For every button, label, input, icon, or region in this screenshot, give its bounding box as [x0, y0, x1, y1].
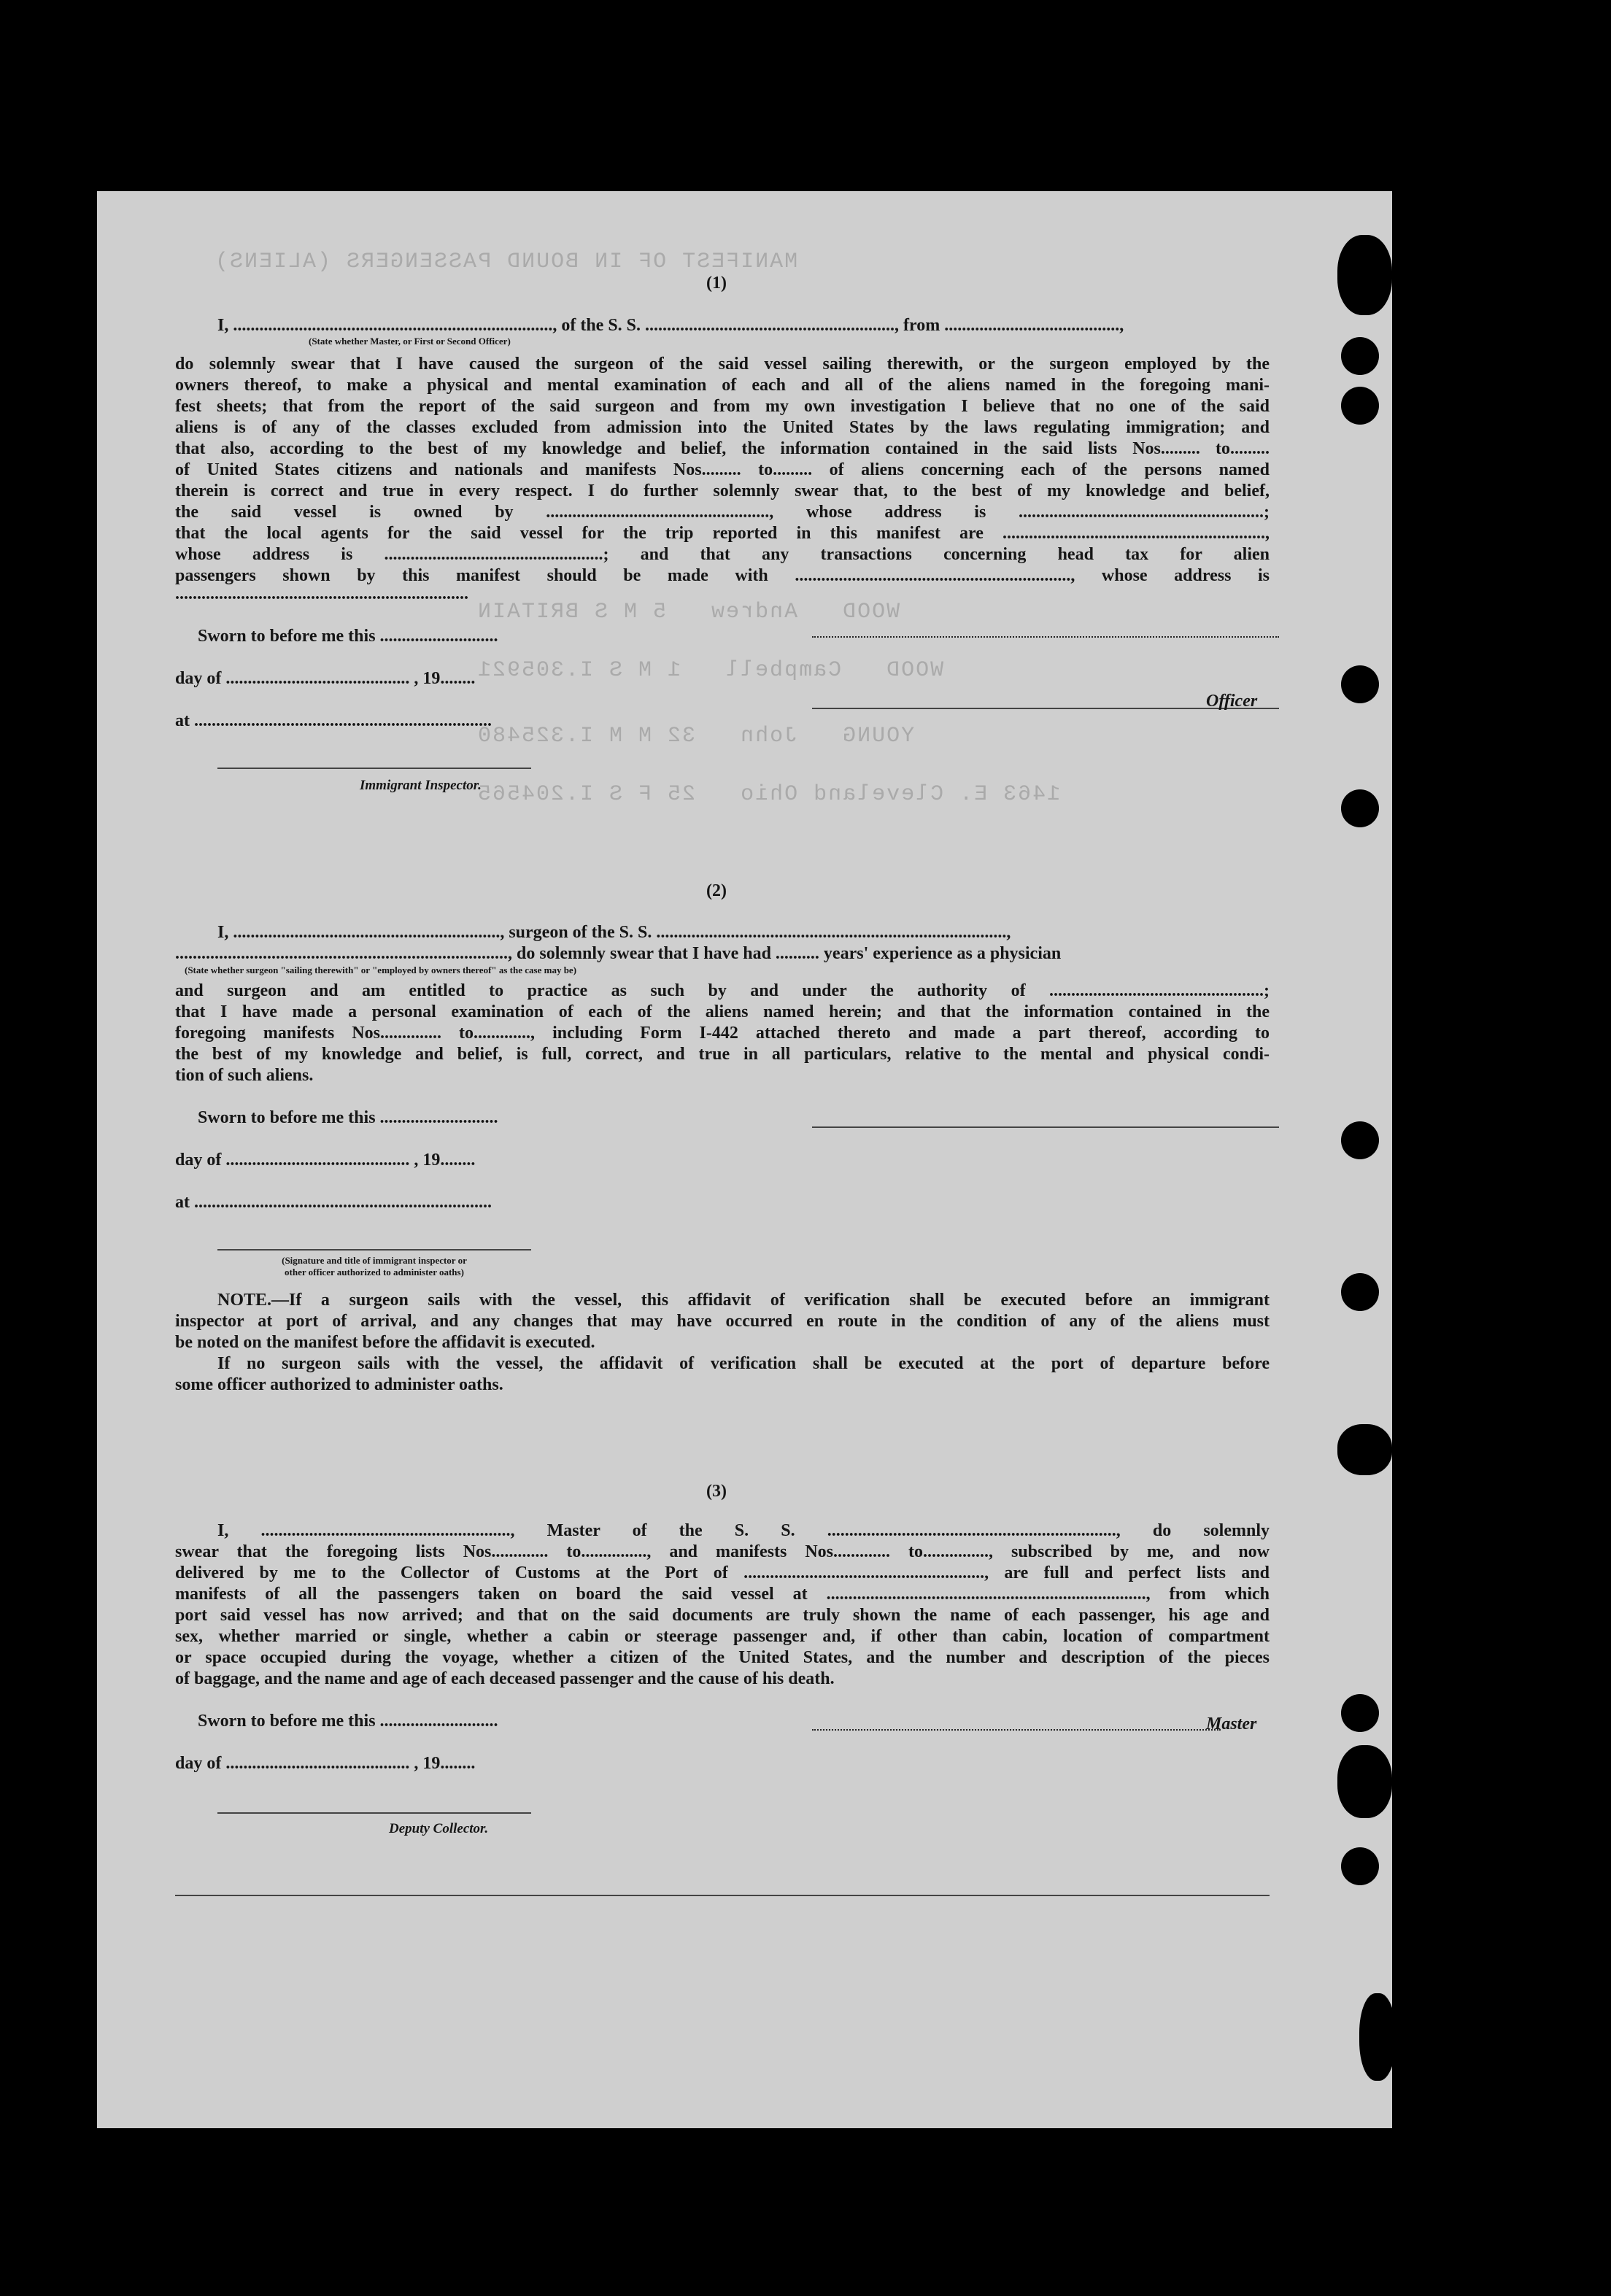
section-3-text: port said vessel has now arrived; and that on the said documents are truly shown the name of each passenger, his age and [175, 1606, 1270, 1625]
signature-caption: (Signature and title of immigrant inspector or [282, 1255, 467, 1266]
master-signature-line [812, 1729, 1221, 1731]
bleed-through-header: MANIFEST OF IN BOUND PASSENGERS (ALIENS) [214, 250, 798, 274]
torn-edge [1337, 1424, 1392, 1475]
collector-signature-line [217, 1812, 531, 1814]
section-3-text: sex, whether married or single, whether a cabin or steerage passenger and, if other than cabin, location of compartment [175, 1627, 1270, 1646]
note-text: If no surgeon sails with the vessel, the affidavit of verification shall be executed at the port of departure before [217, 1354, 1270, 1373]
punch-hole [1341, 665, 1379, 703]
note-text: some officer authorized to administer oaths. [175, 1375, 503, 1394]
bottom-rule [175, 1895, 1270, 1896]
punch-hole [1341, 387, 1379, 425]
section-3-text: swear that the foregoing lists Nos............. to..............., and manifests Nos............. to..............., subscribed by me, and now [175, 1542, 1270, 1561]
torn-edge [1337, 235, 1392, 315]
sworn-line: Sworn to before me this ........................... [198, 627, 498, 646]
sworn-line: Sworn to before me this ........................... [198, 1108, 498, 1127]
section-2-text: foregoing manifests Nos.............. to............., including Form I-442 attached thereto and made a part thereof, according to [175, 1024, 1270, 1043]
section-1-text: aliens is of any of the classes excluded from admission into the United States by the laws regulating immigration; and [175, 418, 1270, 437]
at-line: at .................................................................... [175, 711, 492, 730]
punch-hole [1341, 789, 1379, 827]
officer-title-line [812, 636, 1279, 638]
section-3-text: delivered by me to the Collector of Customs at the Port of ......................................................., are full and perfect lists and [175, 1563, 1270, 1582]
section-1-text: fest sheets; that from the report of the said surgeon and from my own investigation I believe that no one of the said [175, 397, 1270, 416]
at-line: at .................................................................... [175, 1193, 492, 1212]
day-line: day of .......................................... , 19........ [175, 1151, 476, 1170]
collector-label: Deputy Collector. [389, 1821, 489, 1836]
section-2-text: tion of such aliens. [175, 1066, 314, 1085]
section-2-text: that I have made a personal examination of each of the aliens named herein; and that the information contained in the [175, 1002, 1270, 1021]
section-1-text: ................................................................... [175, 584, 468, 603]
section-3-text: or space occupied during the voyage, whether a citizen of the United States, and the number and description of the pieces [175, 1648, 1270, 1667]
section-2-heading: (2) [706, 881, 727, 900]
section-3-heading: (3) [706, 1482, 727, 1501]
section-3-text: of baggage, and the name and age of each deceased passenger and the cause of his death. [175, 1669, 835, 1688]
section-1-text: that also, according to the best of my knowledge and belief, the information contained in the said lists Nos......... to......... [175, 439, 1270, 458]
signature-caption: other officer authorized to administer oaths) [285, 1267, 464, 1278]
bleed-through-text: WOOD Andrew 5 M S BRITAIN [476, 600, 900, 625]
section-1-text: therein is correct and true in every respect. I do further solemnly swear that, to the best of my knowledge and belief, [175, 482, 1270, 500]
section-2-text: and surgeon and am entitled to practice as such by and under the authority of .................................................; [175, 981, 1270, 1000]
torn-edge [1359, 1993, 1396, 2081]
section-1-text: do solemnly swear that I have caused the surgeon of the said vessel sailing therewith, or the surgeon employed by the [175, 355, 1270, 374]
master-label: Master [1206, 1715, 1257, 1733]
section-2-text: the best of my knowledge and belief, is full, correct, and true in all particulars, relative to the mental and physical condi- [175, 1045, 1270, 1064]
sworn-line: Sworn to before me this ........................... [198, 1712, 498, 1731]
punch-hole [1341, 1847, 1379, 1885]
punch-hole [1341, 1121, 1379, 1159]
day-line: day of .......................................... , 19........ [175, 1754, 476, 1773]
punch-hole [1341, 1273, 1379, 1311]
section-1-text: that the local agents for the said vessel for the trip reported in this manifest are ............................................................, [175, 524, 1270, 543]
day-line: day of .......................................... , 19........ [175, 669, 476, 688]
section-2-opening-line: I, ............................................................., surgeon of the S. S. ................................................................................, [217, 923, 1011, 942]
torn-edge [1337, 1745, 1392, 1818]
section-1-heading: (1) [706, 274, 727, 293]
section-3-text: manifests of all the passengers taken on board the said vessel at ........................................................................., from which [175, 1585, 1270, 1604]
section-1-caption: (State whether Master, or First or Second Officer) [309, 336, 511, 347]
section-2-opening-line-2: ............................................................................, do solemnly swear that I have had .......... years' experience as a physician [175, 944, 1062, 963]
section-1-text: passengers shown by this manifest should be made with ..............................................................., whose address is [175, 566, 1270, 585]
punch-hole [1341, 337, 1379, 375]
section-2-caption: (State whether surgeon "sailing therewith" or "employed by owners thereof" as the case may be) [185, 965, 577, 975]
section-1-text: whose address is ..................................................; and that any transactions concerning head tax for alien [175, 545, 1270, 564]
bleed-through-text: WOOD Campbell 1 M S I.305921 [476, 658, 944, 683]
inspector-signature-line [217, 768, 531, 769]
manifest-back-page [97, 191, 1392, 2128]
inspector-signature-line [217, 1249, 531, 1251]
section-1-text: of United States citizens and nationals and manifests Nos......... to......... of aliens concerning each of the persons named [175, 460, 1270, 479]
officer-label: Officer [1206, 692, 1258, 711]
note-text: NOTE.—If a surgeon sails with the vessel, this affidavit of verification shall be executed before an immigrant [217, 1291, 1270, 1310]
punch-hole [1341, 1694, 1379, 1732]
inspector-label: Immigrant Inspector. [360, 778, 482, 793]
section-1-opening-line: I, ........................................................................., of the S. S. ........................................................., from ........................................, [217, 316, 1124, 335]
surgeon-signature-line [812, 1126, 1279, 1128]
section-3-text: I, ........................................................., Master of the S. S. .................................................................., do solemnly [217, 1521, 1270, 1540]
bleed-through-text: YOUNG John 32 M M I.325480 [476, 724, 915, 749]
section-1-text: the said vessel is owned by ..................................................., whose address is ........................................................; [175, 503, 1270, 522]
section-1-text: owners thereof, to make a physical and mental examination of each and all of the aliens named in the foregoing mani- [175, 376, 1270, 395]
note-text: inspector at port of arrival, and any changes that may have occurred en route in the condition of any of the aliens must [175, 1312, 1270, 1331]
bleed-through-text: 1463 E. Cleveland Ohio 25 F S I.204565 [476, 782, 1061, 807]
note-text: be noted on the manifest before the affidavit is executed. [175, 1333, 595, 1352]
